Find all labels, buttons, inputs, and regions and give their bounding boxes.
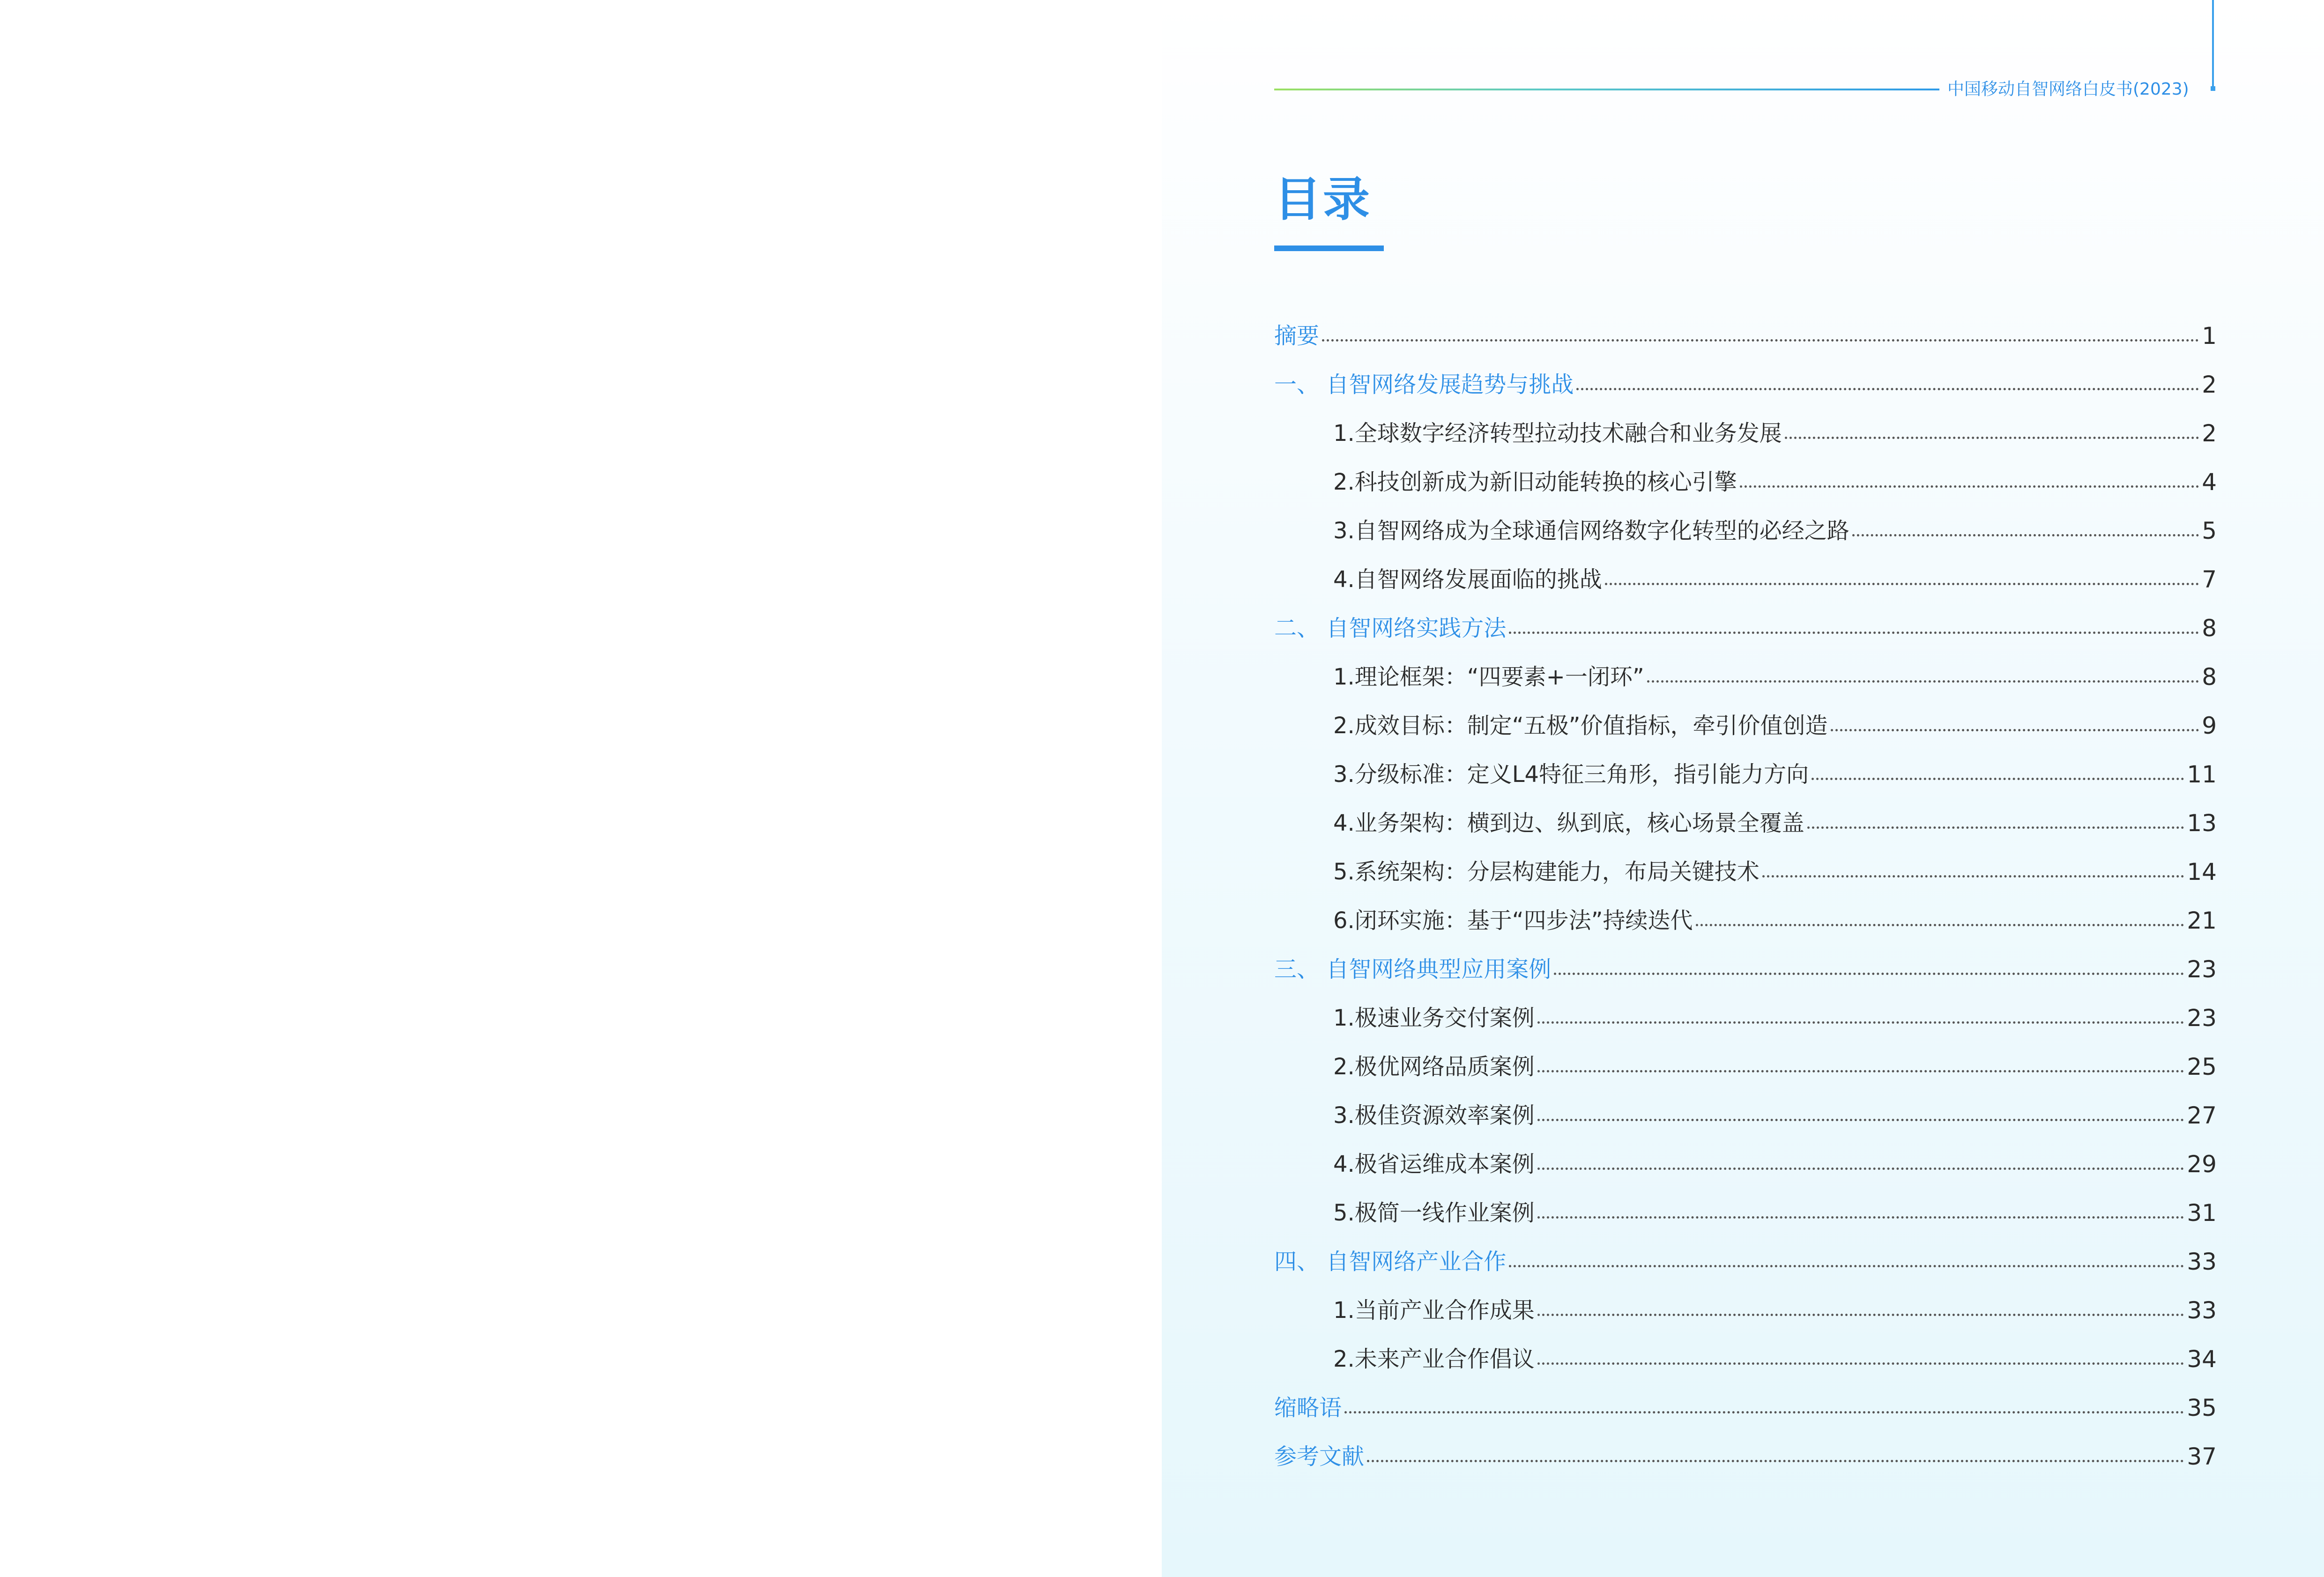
toc-subsection-entry[interactable] xyxy=(1274,848,2217,896)
toc-page-number: 35 xyxy=(2187,1394,2217,1421)
toc-subsection-entry[interactable] xyxy=(1274,653,2217,701)
toc-entry-label: 2.未来产业合作倡议 xyxy=(1333,1346,1535,1372)
toc-section-entry[interactable] xyxy=(1274,1237,2217,1286)
toc-page-number: 34 xyxy=(2187,1346,2217,1373)
toc-page-number: 21 xyxy=(2187,907,2217,934)
toc-entry-label: 一、 自智网络发展趋势与挑战 xyxy=(1274,372,1574,398)
toc-page-number: 4 xyxy=(2202,469,2217,496)
toc-subsection-entry[interactable] xyxy=(1274,1140,2217,1189)
toc-dot-leader xyxy=(1740,485,2199,488)
toc-dot-leader xyxy=(1554,973,2184,975)
toc-entry-label: 摘要 xyxy=(1274,323,1320,349)
toc-page-number: 11 xyxy=(2187,761,2217,788)
toc-entry-label: 4.自智网络发展面临的挑战 xyxy=(1333,566,1602,593)
toc-dot-leader xyxy=(1647,680,2199,683)
toc-dot-leader xyxy=(1537,1119,2184,1121)
toc-page-number: 25 xyxy=(2187,1053,2217,1080)
toc-entry-label: 缩略语 xyxy=(1274,1395,1342,1421)
toc-entry-label: 二、 自智网络实践方法 xyxy=(1274,615,1507,641)
toc-section-entry[interactable] xyxy=(1274,604,2217,653)
toc-entry-label: 3.分级标准：定义L4特征三角形，指引能力方向 xyxy=(1333,761,1809,788)
toc-subsection-entry[interactable] xyxy=(1274,1335,2217,1384)
toc-entry-label: 6.闭环实施：基于“四步法”持续迭代 xyxy=(1333,908,1693,934)
header-square-marker xyxy=(2211,86,2215,91)
toc-page-number: 23 xyxy=(2187,1004,2217,1032)
toc-page-number: 27 xyxy=(2187,1102,2217,1129)
toc-page-number: 8 xyxy=(2202,663,2217,691)
toc-subsection-entry[interactable] xyxy=(1274,896,2217,945)
toc-section-entry[interactable] xyxy=(1274,945,2217,994)
toc-page-number: 23 xyxy=(2187,956,2217,983)
toc-subsection-entry[interactable] xyxy=(1274,1042,2217,1091)
toc-entry-label: 5.系统架构：分层构建能力，布局关键技术 xyxy=(1333,859,1760,885)
toc-subsection-entry[interactable] xyxy=(1274,555,2217,604)
toc-entry-label: 2.极优网络品质案例 xyxy=(1333,1054,1535,1080)
toc-page-number: 31 xyxy=(2187,1199,2217,1227)
toc-entry-label: 4.业务架构：横到边、纵到底，核心场景全覆盖 xyxy=(1333,810,1804,836)
toc-dot-leader xyxy=(1852,534,2199,536)
header-vertical-rule xyxy=(2212,0,2214,87)
toc-dot-leader xyxy=(1537,1362,2184,1365)
toc-subsection-entry[interactable] xyxy=(1274,409,2217,458)
toc-page-number: 8 xyxy=(2202,615,2217,642)
toc-dot-leader xyxy=(1785,437,2199,439)
toc-subsection-entry[interactable] xyxy=(1274,1091,2217,1140)
toc-dot-leader xyxy=(1537,1070,2184,1072)
toc-page-number: 37 xyxy=(2187,1443,2217,1470)
toc-subsection-entry[interactable] xyxy=(1274,799,2217,848)
toc-heading-underline xyxy=(1274,245,1384,251)
toc-heading: 目录 xyxy=(1274,172,1372,227)
toc-page-number: 33 xyxy=(2187,1297,2217,1324)
toc-dot-leader xyxy=(1831,729,2199,731)
toc-entry-label: 4.极省运维成本案例 xyxy=(1333,1151,1535,1177)
toc-dot-leader xyxy=(1509,1265,2184,1267)
toc-subsection-entry[interactable] xyxy=(1274,994,2217,1042)
toc-dot-leader xyxy=(1537,1216,2184,1219)
toc-dot-leader xyxy=(1605,583,2199,585)
toc-page-number: 2 xyxy=(2202,420,2217,447)
toc-dot-leader xyxy=(1696,924,2184,926)
header-gradient-rule xyxy=(1274,89,1939,90)
toc-subsection-entry[interactable] xyxy=(1274,458,2217,506)
toc-dot-leader xyxy=(1367,1460,2184,1462)
toc-dot-leader xyxy=(1537,1168,2184,1170)
toc-entry-label: 1.全球数字经济转型拉动技术融合和业务发展 xyxy=(1333,420,1782,446)
toc-dot-leader xyxy=(1762,875,2184,878)
toc-dot-leader xyxy=(1807,826,2184,829)
toc-page-number: 7 xyxy=(2202,566,2217,593)
toc-entry-label: 1.极速业务交付案例 xyxy=(1333,1005,1535,1031)
toc-dot-leader xyxy=(1509,632,2199,634)
toc-entry-label: 1.理论框架：“四要素+一闭环” xyxy=(1333,664,1644,690)
toc-dot-leader xyxy=(1322,339,2199,342)
running-header-title: 中国移动自智网络白皮书(2023) xyxy=(1947,80,2189,99)
toc-section-entry[interactable] xyxy=(1274,360,2217,409)
toc-page-number: 1 xyxy=(2202,322,2217,350)
toc-page-number: 2 xyxy=(2202,371,2217,398)
toc-page-number: 29 xyxy=(2187,1151,2217,1178)
toc-dot-leader xyxy=(1537,1021,2184,1024)
toc-entry-label: 1.当前产业合作成果 xyxy=(1333,1297,1535,1324)
toc-page-number: 14 xyxy=(2187,858,2217,885)
toc-section-entry[interactable] xyxy=(1274,1384,2217,1432)
toc-dot-leader xyxy=(1812,778,2184,780)
toc-entry-label: 2.成效目标：制定“五极”价值指标，牵引价值创造 xyxy=(1333,713,1828,739)
toc-page-number: 9 xyxy=(2202,712,2217,739)
toc-entry-label: 3.自智网络成为全球通信网络数字化转型的必经之路 xyxy=(1333,518,1849,544)
toc-entry-label: 四、 自智网络产业合作 xyxy=(1274,1249,1507,1275)
table-of-contents xyxy=(1274,312,2217,1481)
toc-subsection-entry[interactable] xyxy=(1274,1286,2217,1335)
toc-dot-leader xyxy=(1537,1314,2184,1316)
toc-page-number: 5 xyxy=(2202,517,2217,544)
toc-entry-label: 2.科技创新成为新旧动能转换的核心引擎 xyxy=(1333,469,1737,495)
toc-dot-leader xyxy=(1344,1411,2184,1413)
toc-page-number: 33 xyxy=(2187,1248,2217,1275)
toc-entry-label: 三、 自智网络典型应用案例 xyxy=(1274,956,1552,982)
toc-dot-leader xyxy=(1576,388,2199,390)
toc-section-entry[interactable] xyxy=(1274,312,2217,360)
toc-entry-label: 5.极简一线作业案例 xyxy=(1333,1200,1535,1226)
toc-subsection-entry[interactable] xyxy=(1274,701,2217,750)
toc-subsection-entry[interactable] xyxy=(1274,506,2217,555)
toc-entry-label: 3.极佳资源效率案例 xyxy=(1333,1102,1535,1129)
toc-section-entry[interactable] xyxy=(1274,1432,2217,1481)
toc-page-number: 13 xyxy=(2187,810,2217,837)
toc-entry-label: 参考文献 xyxy=(1274,1443,1365,1470)
toc-subsection-entry[interactable] xyxy=(1274,750,2217,799)
toc-subsection-entry[interactable] xyxy=(1274,1189,2217,1237)
